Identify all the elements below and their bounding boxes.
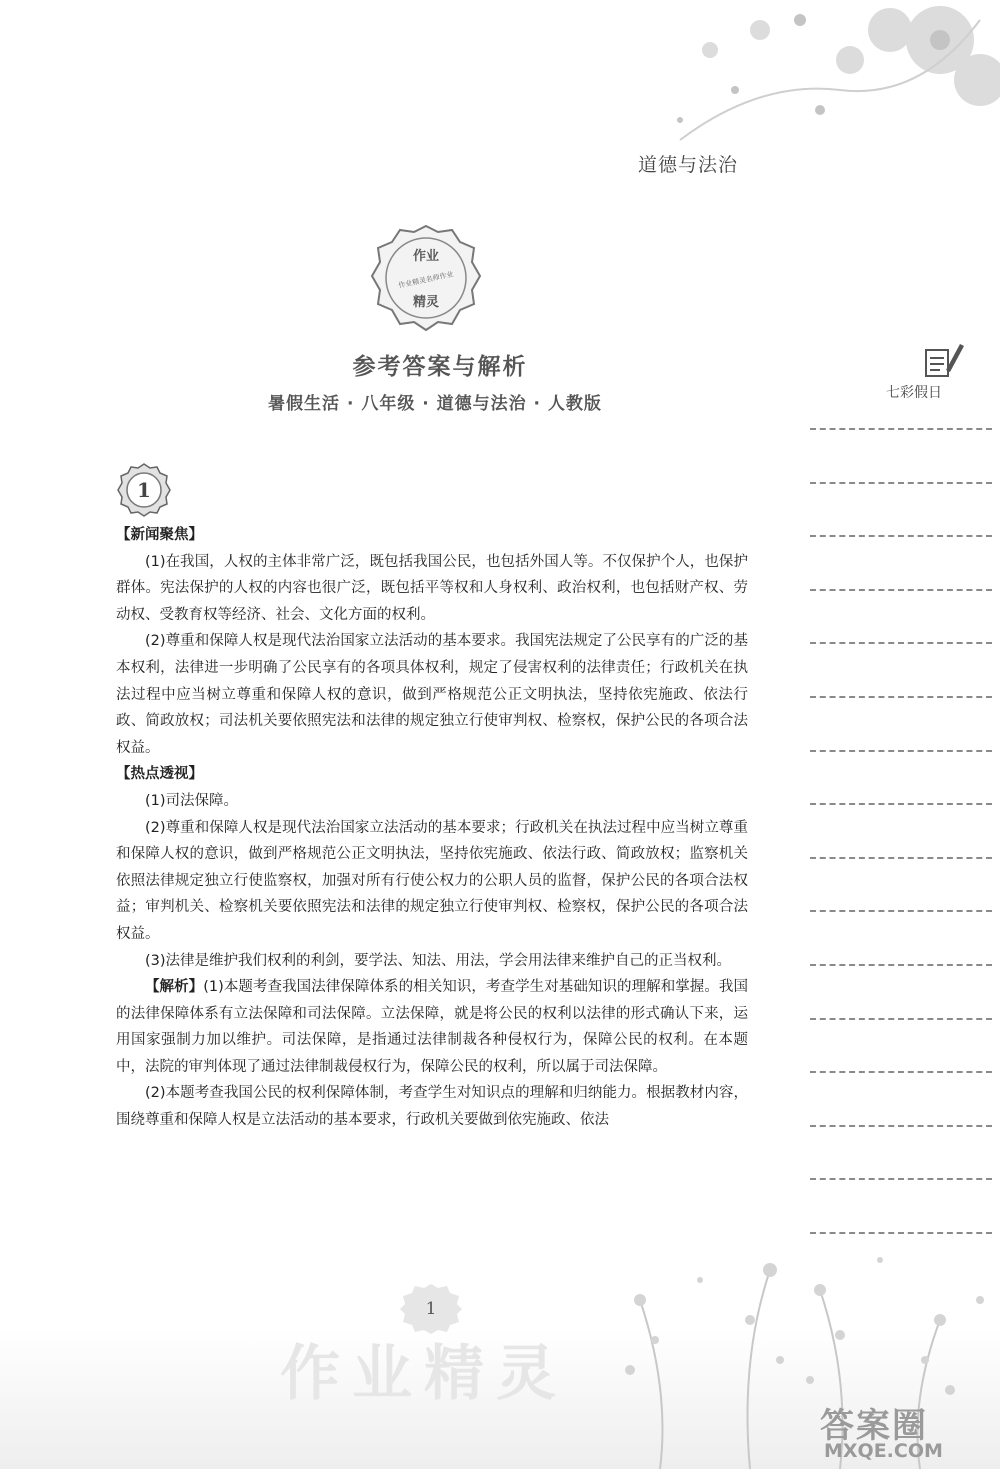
logo-url: MXQE.COM bbox=[824, 1440, 943, 1462]
notes-line bbox=[810, 482, 992, 484]
floral-decoration bbox=[640, 0, 1000, 160]
hot-heading: 【热点透视】 bbox=[116, 766, 203, 783]
notes-line bbox=[810, 642, 992, 644]
stamp-bottom-text: 精灵 bbox=[412, 295, 440, 310]
notes-line bbox=[810, 428, 992, 430]
notes-line bbox=[810, 535, 992, 537]
notes-line bbox=[810, 750, 992, 752]
section-number-badge bbox=[116, 462, 172, 518]
notes-line bbox=[810, 1232, 992, 1234]
news-heading: 【新闻聚焦】 bbox=[116, 527, 203, 543]
stamp-top-text: 作业 bbox=[412, 249, 440, 264]
notes-line bbox=[810, 803, 992, 805]
stamp-logo bbox=[370, 222, 482, 334]
notes-line bbox=[810, 589, 992, 591]
site-logo bbox=[810, 1398, 1000, 1469]
page-number-badge bbox=[398, 1282, 464, 1336]
page-title: 参考答案与解析 bbox=[352, 353, 528, 380]
news-paragraph-1: (1)在我国，人权的主体非常广泛，既包括我国公民，也包括外国人等。不仅保护个人，也保护群体。宪法保护的人权的内容也很广泛，既包括平等权和人身权利、政治权利，也包括财产权、劳动权、受教育权等经济、社会、文化方面的权利。 bbox=[116, 553, 748, 623]
notepad-pencil-icon bbox=[922, 340, 966, 380]
analysis-heading: 【解析】 bbox=[145, 979, 204, 996]
analysis-paragraph-1 bbox=[116, 974, 748, 1080]
hot-paragraph-3: (3)法律是维护我们权利的利剑，要学法、知法、用法，学会用法律来维护自己的正当权利。 bbox=[145, 952, 732, 969]
notes-line bbox=[810, 696, 992, 698]
analysis-paragraph-2: (2)本题考查我国公民的权利保障体制，考查学生对知识点的理解和归纳能力。根据教材内容，围绕尊重和保障人权是立法活动的基本要求，行政机关要做到依宪施政、依法 bbox=[116, 1085, 748, 1129]
page-number: 1 bbox=[425, 1299, 437, 1319]
notes-line bbox=[810, 964, 992, 966]
answer-content bbox=[116, 522, 748, 1134]
news-paragraph-2: (2)尊重和保障人权是现代法治国家立法活动的基本要求。我国宪法规定了公民享有的广泛的基本权利，法律进一步明确了公民享有的各项具体权利，规定了侵害权利的法律责任；行政机关在执法过程中应当树立尊重和保障人权的意识，做到严格规范公正文明执法，坚持依宪施政、依法行政、简政放权；司法机关要依照宪法和法律的规定独立行使审判权、检察权，保护公民的各项合法权益。 bbox=[116, 633, 748, 756]
stamp-middle-text: 作业精灵名师作业 bbox=[397, 270, 455, 290]
page-subtitle: 暑假生活 · 八年级 · 道德与法治 · 人教版 bbox=[268, 394, 602, 414]
notes-label: 七彩假日 bbox=[886, 385, 942, 401]
logo-text: 答案圈 bbox=[820, 1406, 928, 1446]
watermark: 作业精灵 bbox=[280, 1339, 568, 1409]
analysis-text-1: (1)本题考查我国法律保障体系的相关知识，考查学生对基础知识的理解和掌握。我国的法律保障体系有立法保障和司法保障。立法保障，就是将公民的权利以法律的形式确认下来，运用国家强制力加以维护。司法保障，是指通过法律制裁各种侵权行为，保障公民的权利。在本题中，法院的审判体现了通过法律制裁侵权行为，保障公民的权利，所以属于司法保障。 bbox=[116, 979, 748, 1075]
hot-paragraph-2: (2)尊重和保障人权是现代法治国家立法活动的基本要求；行政机关在执法过程中应当树立尊重和保障人权的意识，做到严格规范公正文明执法，坚持依宪施政、依法行政、简政放权；监察机关依照法律规定独立行使监察权，加强对所有行使公权力的公职人员的监督，保护公民的各项合法权益；审判机关、检察机关要依照宪法和法律的规定独立行使审判权、检察权，保护公民的各项合法权益。 bbox=[116, 819, 748, 942]
notes-line bbox=[810, 1125, 992, 1127]
notes-line bbox=[810, 857, 992, 859]
notes-line bbox=[810, 1178, 992, 1180]
section-number: 1 bbox=[137, 478, 151, 502]
notes-lines bbox=[810, 428, 992, 1286]
hot-paragraph-1: (1)司法保障。 bbox=[145, 792, 239, 809]
subject-header: 道德与法治 bbox=[638, 154, 739, 176]
notes-line bbox=[810, 1018, 992, 1020]
notes-line bbox=[810, 910, 992, 912]
notes-line bbox=[810, 1071, 992, 1073]
